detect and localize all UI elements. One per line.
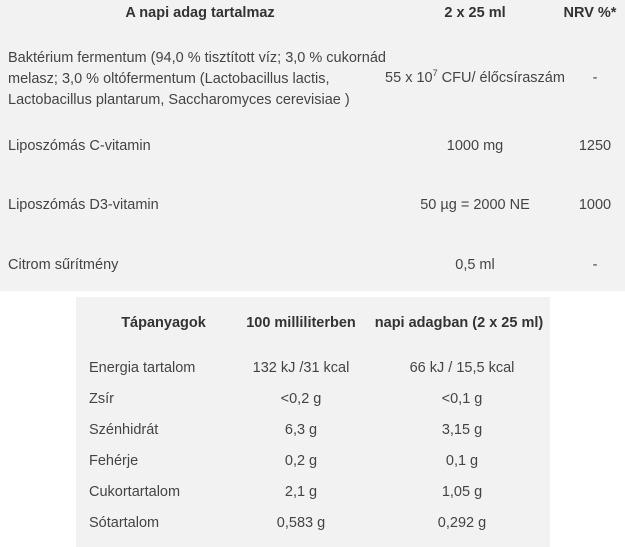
- ingredients-header-amount: 2 x 25 ml: [444, 5, 506, 21]
- ingredients-header-name: A napi adag tartalmaz: [125, 5, 275, 21]
- ingredient-nrv-lemon: -: [592, 257, 598, 273]
- nutrient-name-energy: Energia tartalom: [89, 360, 196, 376]
- ingredient-amount-vitamin-d3: 50 µg = 2000 NE: [420, 197, 530, 213]
- nutrient-per100-energy: 132 kJ /31 kcal: [252, 360, 350, 376]
- nutrition-header-name: Tápanyagok: [121, 315, 206, 331]
- ingredient-amount-vitamin-c: 1000 mg: [446, 138, 504, 154]
- nutrient-daily-carbs: 3,15 g: [441, 422, 483, 438]
- nutrient-per100-sugar: 2,1 g: [284, 484, 318, 500]
- nutrient-per100-protein: 0,2 g: [284, 453, 318, 469]
- ingredient-name-lemon: Citrom sűrítmény: [8, 257, 119, 273]
- nutrient-name-fat: Zsír: [89, 391, 114, 407]
- nutrition-header-daily: napi adagban (2 x 25 ml): [374, 315, 544, 331]
- amount-base: 55 x 10: [385, 70, 433, 86]
- nutrient-name-protein: Fehérje: [89, 453, 139, 469]
- ingredient-name-bacterium: Baktérium fermentum (94,0 % tisztított víz; 3,0 % cukornád melasz; 3,0 % oltófermentum (Lactobacillus lactis, Lactobacillus plantarum, Saccharomyces cerevisiae ): [8, 50, 386, 108]
- nutrient-name-carbs: Szénhidrát: [89, 422, 159, 438]
- ingredient-name-vitamin-d3: Liposzómás D3-vitamin: [8, 197, 159, 213]
- ingredients-header-nrv: NRV %*: [563, 5, 617, 21]
- ingredient-amount-bacterium: [385, 68, 565, 88]
- nutrient-daily-protein: 0,1 g: [445, 453, 479, 469]
- ingredient-nrv-vitamin-c: 1250: [578, 138, 612, 154]
- ingredient-name-vitamin-c: Liposzómás C-vitamin: [8, 138, 151, 154]
- nutrient-daily-sugar: 1,05 g: [441, 484, 483, 500]
- nutrition-table: [76, 297, 550, 547]
- nutrient-daily-fat: <0,1 g: [441, 391, 483, 407]
- ingredient-amount-lemon: 0,5 ml: [455, 257, 495, 273]
- nutrient-per100-carbs: 6,3 g: [284, 422, 318, 438]
- nutrient-daily-energy: 66 kJ / 15,5 kcal: [409, 360, 515, 376]
- ingredient-nrv-vitamin-d3: 1000: [578, 197, 612, 213]
- nutrient-per100-fat: <0,2 g: [280, 391, 322, 407]
- nutrient-per100-salt: 0,583 g: [276, 515, 326, 531]
- ingredient-nrv-bacterium: -: [592, 70, 598, 86]
- nutrient-daily-salt: 0,292 g: [437, 515, 487, 531]
- nutrient-name-sugar: Cukortartalom: [89, 484, 181, 500]
- nutrition-header-per100: 100 milliliterben: [246, 315, 356, 331]
- amount-exponent: 7: [432, 68, 438, 78]
- amount-unit: CFU/ élőcsíraszám: [437, 70, 565, 86]
- nutrient-name-salt: Sótartalom: [89, 515, 160, 531]
